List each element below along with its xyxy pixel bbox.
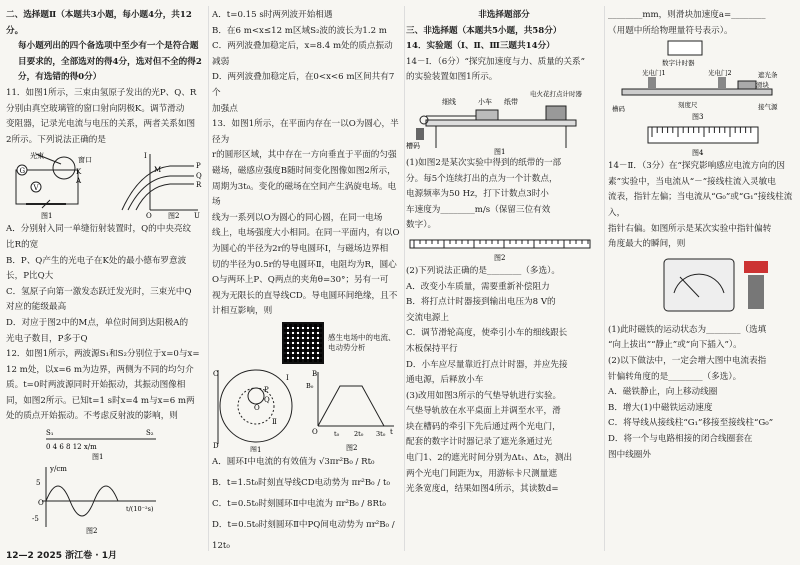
axis-u: U (194, 212, 200, 221)
option-line: 通电源，后释放小车 (406, 375, 484, 386)
tick-2t0: 2t₀ (354, 429, 364, 438)
column-1 (6, 8, 206, 535)
apparatus-figure (406, 86, 596, 156)
question-line: r的圆形区域，其中存在一方向垂直于平面的匀强 (212, 150, 397, 161)
question-line: （用题中所给物理量符号表示）。 (608, 25, 733, 36)
fig2-caption: 图2 (168, 212, 180, 221)
q14-part1-b (406, 264, 602, 389)
label-k: K (76, 168, 82, 177)
label-slider: 滑块 (756, 81, 769, 90)
option-line: C．将导线从接线柱“G₁”移接至接线柱“G₀” (608, 418, 774, 429)
option-line: D．对应于图2中的M点，单位时间到达阳极A的 (6, 317, 189, 328)
option-line: D．将一个与电路相接的闭合线圈套在 (608, 433, 753, 444)
fig2-caption: 图2 (346, 443, 358, 452)
question-line: 为圆心的半径为2r的导电圆环Ⅰ，与磁场边界相 (212, 243, 389, 254)
option-line: 对应的能级最高 (6, 302, 67, 313)
question-line: 14－Ⅰ．（6分）“探究加速度与力、质量的关系” (406, 56, 585, 67)
fig2-caption: 图2 (86, 527, 98, 536)
fig2-caption: 图2 (494, 253, 506, 262)
option-line: A．改变小车质量，需要重新补偿阻力 (406, 281, 550, 292)
option-line: B．增大(1)中磁铁运动速度 (608, 402, 713, 413)
q14-answer-line (608, 8, 796, 39)
label-d: D (213, 441, 219, 450)
question-line: 分。每5个连续打出的点为一个计数点， (406, 173, 558, 184)
label-tape: 纸带 (504, 97, 518, 106)
origin-label: O (312, 427, 318, 436)
tape-figure (406, 234, 596, 264)
question-line: 2所示。下列说法正确的是 (6, 134, 106, 145)
question-13 (212, 117, 402, 320)
q12-figures (6, 425, 202, 535)
label-gate2: 光电门2 (708, 69, 732, 78)
label-air: 接气源 (758, 103, 778, 112)
q14-part2-a (608, 323, 796, 354)
x-axis-ticks: 0 4 6 8 12 x/m (46, 443, 97, 452)
label-weight: 槽码 (612, 105, 625, 114)
question-line: 素”实验中，当电流从“－”接线柱流入灵敏电 (608, 176, 776, 187)
ring-diagram (212, 366, 304, 452)
fig1-caption: 图1 (250, 445, 262, 452)
tick-3t0: 3t₀ (376, 429, 386, 438)
axis-b: B (312, 369, 318, 378)
question-line: 13．如图1所示，在平面内存在一以O为圆心，半径为 (212, 119, 399, 145)
q14-part2-b (608, 354, 796, 463)
origin-label: O (38, 499, 44, 508)
option-line: B．将打点计时器接到输出电压为8 V的 (406, 297, 556, 308)
label-s1: S₁ (46, 429, 54, 438)
label-a: A (76, 177, 82, 186)
question-line: 同，如图2所示。已知t=1 s时x=4 m与x=6 m两 (6, 395, 195, 406)
column-divider (604, 6, 605, 551)
column-3 (406, 8, 602, 498)
question-line: 电源频率为50 Hz，打下计数点3时小 (406, 189, 549, 200)
q11-options (6, 222, 206, 347)
question-line: 周期为3t₀。变化的磁场在空间产生涡旋电场。电场 (212, 181, 397, 208)
question-line: 质。t=0时两波源同时开始振动，其振动图像相 (6, 380, 186, 391)
question-line: 变阻器，记录光电流与电压的关系，两者关系如图 (6, 119, 196, 130)
label-digital-timer: 数字计时器 (662, 59, 695, 68)
q13-figures (212, 366, 402, 452)
question-line: 分别由真空玻璃管的窗口射向阴极K。调节滑动 (6, 103, 185, 114)
label-ruler: 刻度尺 (678, 101, 698, 110)
label-p: P (264, 385, 269, 394)
label-gate1: 光电门1 (642, 69, 666, 78)
question-line: 切的半径为0.5r的导电圆环Ⅱ，电阻均为R，圆心 (212, 259, 397, 270)
question-11 (6, 86, 206, 148)
question-line: 角度最大的瞬间，则 (608, 239, 686, 250)
question-line: 两个光电门间距为x，用游标卡尺测量遮 (406, 468, 557, 479)
option-line: B．P、Q产生的光电子在K处的最小德布罗意波 (6, 255, 187, 266)
fig1-caption: 图1 (92, 453, 104, 462)
option-line: 比R的宽 (6, 239, 39, 250)
label-line: 细线 (442, 97, 456, 106)
option-line: A．磁铁静止，向上移动线圈 (608, 387, 718, 398)
label-c: C (213, 369, 219, 378)
y-tick-5: 5 (36, 479, 41, 488)
option-line: B．在6 m<x≤12 m区域S₂波的波长为1.2 m (212, 25, 387, 36)
rule-line: 每小题列出的四个备选项中至少有一个是符合题 (18, 41, 199, 52)
question-line: 14－Ⅱ．（3分）在“探究影响感应电流方向的因 (608, 161, 786, 172)
section-rules (6, 39, 206, 86)
label-light: 光束 (30, 152, 44, 161)
option-line: 长，P比Q大 (6, 271, 54, 282)
option-line: D．两列波叠加稳定后，在0<x<6 m区间共有7个 (212, 72, 395, 98)
air-track-figure (608, 39, 792, 159)
label-o: O (254, 403, 260, 412)
option-line: A．圆环Ⅰ中电流的有效值为 √3πr²B₀ / Rt₀ (212, 456, 375, 467)
question-line: 数字）。 (406, 220, 437, 231)
q14-part1-a (406, 156, 602, 234)
iu-graph (110, 150, 202, 220)
question-line: ________mm，则滑块加速度a=________ (608, 10, 766, 20)
question-line: 11．如图1所示，三束由氢原子发出的光P、Q、R (6, 87, 197, 98)
y-tick-neg5: -5 (32, 515, 39, 524)
column-divider (208, 6, 209, 551)
option-line: B．t=1.5t₀时刻直导线CD电动势为 πr²B₀ / t₀ (212, 477, 390, 488)
column-divider (404, 6, 405, 551)
qr-caption (328, 333, 396, 353)
option-line: C．两列波叠加稳定后，x=8.4 m处的质点振动 (212, 41, 393, 52)
question-line: 的实验装置如图1所示。 (406, 72, 498, 83)
label-q: Q (264, 395, 270, 404)
question-line: 光条宽度d，结果如图4所示，其读数d= (406, 484, 559, 495)
option-line: 交流电源上 (406, 312, 449, 323)
section-title: 二、选择题Ⅱ（本题共3小题，每小题4分，共12分。 (6, 10, 192, 36)
option-line: 光电子数目，P多于Q (6, 333, 88, 344)
question-line: (1)如图2是某次实验中得到的纸带的一部 (406, 157, 562, 168)
b-t-graph (306, 366, 398, 452)
question-line: 磁场，磁感应强度B随时间变化图像如图2所示， (212, 165, 396, 176)
option-line: (2)以下做法中，一定会增大图中电流表指 (608, 355, 767, 366)
q12-options (212, 8, 402, 117)
axis-t: t (390, 427, 393, 436)
qr-caption-line: 电动势分析 (328, 342, 366, 352)
question-line: 流表，指针左偏；当电流从“G₀”或“G₁”接线柱流入， (608, 192, 793, 218)
curve-q: Q (196, 172, 202, 181)
q13-options (212, 452, 402, 557)
question-line: 线为一系列以O为圆心的同心圆，在同一电场 (212, 212, 383, 223)
question-line: 块在槽码的牵引下先后通过两个光电门， (406, 421, 561, 432)
question-line: “向上拔出”“静止”或“向下插入”）。 (608, 340, 742, 351)
qr-caption-line: 感生电场中的电流、 (328, 332, 396, 342)
question-line: (1)此时磁铁的运动状态为________（选填 (608, 324, 767, 335)
fig3-caption: 图3 (692, 113, 704, 122)
q14-part1-intro (406, 55, 602, 86)
fig4-caption: 图4 (692, 149, 704, 158)
option-line: 图中线圈外 (608, 449, 651, 460)
column-2 (212, 8, 402, 557)
point-m: M (154, 166, 162, 175)
q14-part1-c (406, 389, 602, 498)
question-line: 配套的数字计时器记录了遮光条通过光 (406, 437, 553, 448)
section-header: 三、非选择题（本题共5小题，共58分） (406, 25, 562, 36)
option-line: A．t=0.15 s时两列波开始相遇 (212, 10, 333, 20)
axis-i: I (144, 152, 147, 161)
t-axis-label: t/(10⁻²s) (126, 505, 154, 514)
fig1-caption: 图1 (41, 212, 53, 221)
question-line: 线上，电场强度大小相同。在同一平面内，有以O (212, 228, 400, 239)
option-line: C．氢原子向第一激发态跃迁发光时，三束光中Q (6, 286, 192, 297)
q14-part2 (608, 159, 796, 253)
label-timer: 电火花打点计时器 (530, 89, 582, 98)
voltmeter-icon: V (33, 184, 39, 193)
question-line: 车速度为________m/s（保留三位有效 (406, 204, 551, 215)
fig1-caption: 图1 (494, 147, 506, 156)
question-line: 气垫导轨放在水平桌面上并调至水平，滑 (406, 406, 561, 417)
option-line: C．t=0.5t₀时刻圆环Ⅱ中电流为 πr²B₀ / 8Rt₀ (212, 498, 386, 509)
option-line: 针偏转角度的是________（多选）。 (608, 371, 742, 382)
y-axis-label: y/cm (50, 465, 67, 474)
curve-p: P (196, 162, 201, 171)
tick-b0: B₀ (306, 381, 314, 390)
label-ring-ii: Ⅱ (272, 417, 277, 426)
option-line: 加强点 (212, 103, 238, 114)
question-line: O与两环上P、Q两点的夹角θ=30°；另有一可 (212, 275, 389, 286)
option-line: C．调节滑轮高度，使牵引小车的细线跟长 (406, 328, 568, 339)
option-line: 减弱 (212, 56, 230, 67)
label-bar: 遮光条 (758, 71, 778, 80)
option-line: (2)下列说法正确的是________（多选）。 (406, 265, 560, 276)
question-line: (3)改用如图3所示的气垫导轨进行实验。 (406, 390, 562, 401)
question-line: 视为无限长的直导线CD。导电圆环间绝缘，且不 (212, 290, 398, 301)
question-12 (6, 347, 206, 425)
option-line: D．t=0.5t₀时刻圆环Ⅱ中PQ间电动势为 πr²B₀ / 12t₀ (212, 519, 395, 551)
galvanometer-icon: G (19, 167, 26, 176)
tick-t0: t₀ (334, 429, 340, 438)
label-ring-i: Ⅰ (286, 373, 289, 382)
circuit-diagram (6, 150, 106, 220)
q11-figures (6, 150, 206, 220)
question-line: 计相互影响，则 (212, 306, 273, 317)
page-footer: 12—2 2025 浙江卷 · 1月 (6, 551, 118, 561)
origin-label: O (146, 212, 152, 221)
label-weight: 槽码 (406, 141, 420, 150)
galvanometer-figure (608, 253, 792, 323)
q14-header: 14．实验题（Ⅰ、Ⅱ、Ⅲ三题共14分） (406, 41, 555, 52)
question-line: 处的质点开始振动。不考虑反射波的影响，则 (6, 411, 178, 422)
column-4 (608, 8, 796, 463)
question-line: 12 m处，以x=6 m为边界，两侧为不同的均匀介 (6, 364, 194, 375)
qr-code-icon[interactable] (282, 322, 324, 364)
question-line: 电门1、2的遮光时间分别为Δt₁、Δt₂，测出 (406, 453, 573, 464)
label-s2: S₂ (146, 429, 154, 438)
curve-r: R (196, 181, 202, 190)
label-window: 窗口 (78, 156, 92, 165)
part-title: 非选择题部分 (478, 10, 530, 20)
question-line: 指针右偏。如图所示是某次实验中指针偏转 (608, 223, 772, 234)
rule-line: 目要求的，全部选对的得4分，选对但不全的得2 (18, 56, 202, 67)
option-line: A．分别射入同一单缝衍射装置时，Q的中央亮纹 (6, 224, 192, 235)
option-line: D．小车应尽量靠近打点计时器，并应先接 (406, 359, 568, 370)
qr-block (282, 322, 402, 364)
option-line: 木板保持平行 (406, 343, 458, 354)
rule-line: 分，有选错的得0分） (18, 72, 102, 83)
label-car: 小车 (478, 97, 492, 106)
question-line: 12．如图1所示，两波源S₁和S₂分别位于x=0与x= (6, 349, 200, 360)
